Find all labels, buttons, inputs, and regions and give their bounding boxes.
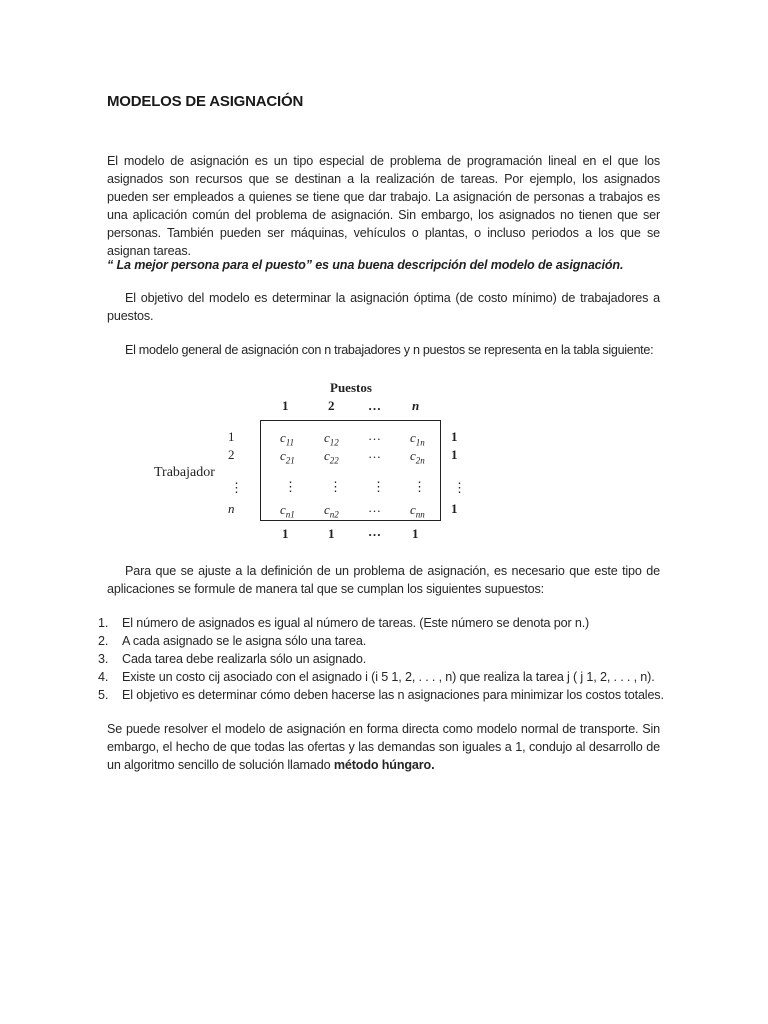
- col-demand: 1: [328, 526, 335, 541]
- quote-line: “ La mejor persona para el puesto” es una buena descripción del modelo de asignación.: [107, 258, 624, 272]
- col-label: 2: [328, 398, 335, 413]
- row-supply: ⋮: [453, 480, 466, 495]
- closing-text: Se puede resolver el modelo de asignación en forma directa como modelo normal de transporte. Sin embargo, el hecho de que todas las ofertas y las demandas son iguales a 1, condujo al desarrollo de un algoritmo sencillo de solución llamado: [107, 722, 660, 772]
- cell-vdots: ⋮: [329, 479, 342, 494]
- document-title: MODELOS DE ASIGNACIÓN: [107, 93, 304, 110]
- cell-cn1: $c_{n1}$: [280, 502, 295, 520]
- cell-dots: …: [368, 500, 381, 515]
- closing-paragraph: [107, 720, 660, 774]
- cell-vdots: ⋮: [284, 479, 297, 494]
- cell-c22: $c_{22}$: [324, 448, 339, 466]
- row-label: 2: [228, 447, 235, 462]
- col-label: n: [412, 398, 420, 413]
- assumptions-list: [98, 614, 673, 704]
- col-demand: 1: [282, 526, 289, 541]
- row-supply: 1: [451, 429, 458, 444]
- cell-dots: …: [368, 428, 381, 443]
- col-demand: …: [368, 524, 381, 539]
- closing-bold-term: método húngaro.: [333, 758, 435, 772]
- col-label: …: [368, 398, 381, 413]
- cell-c12: $c_{12}$: [324, 430, 339, 448]
- assumptions-intro: Para que se ajuste a la definición de un problema de asignación, es necesario que este tipo de aplicaciones se formule de manera tal que se cumplan los siguientes supuestos:: [107, 564, 660, 596]
- list-item: 2. A cada asignado se le asigna sólo una tarea.: [98, 634, 367, 648]
- row-supply: 1: [451, 501, 458, 516]
- cell-cn2: $c_{n2}$: [324, 502, 339, 520]
- cell-vdots: ⋮: [413, 479, 426, 494]
- row-supply: 1: [451, 447, 458, 462]
- intro-paragraph: El modelo de asignación es un tipo especial de problema de programación lineal en el que los asignados son recursos que se destinan a la realización de tareas. Por ejemplo, los asignados pueden ser empleados a quienes se tiene que dar trabajo. La asignación de personas a trabajos es una aplicación común del problema de asignación. Sin embargo, los asignados no tienen que ser personas. También pueden ser máquinas, vehículos o plantas, o incluso periodos a los que se asignan tareas.: [107, 154, 660, 258]
- col-label: 1: [282, 398, 289, 413]
- general-model-paragraph: El modelo general de asignación con n trabajadores y n puestos se representa en la tabla siguiente:: [125, 343, 654, 357]
- list-item: 3. Cada tarea debe realizarla sólo un asignado.: [98, 652, 367, 666]
- col-demand: 1: [412, 526, 419, 541]
- cell-c21: $c_{21}$: [280, 448, 295, 466]
- list-item: 4. Existe un costo cij asociado con el asignado i (i 5 1, 2, . . . , n) que realiza la tarea j ( j 1, 2, . . . , n).: [98, 670, 655, 684]
- cell-c2n: $c_{2n}$: [410, 448, 425, 466]
- objective-paragraph: El objetivo del modelo es determinar la asignación óptima (de costo mínimo) de trabajadores a puestos.: [107, 291, 660, 323]
- row-header: Trabajador: [154, 465, 215, 480]
- row-label: 1: [228, 429, 235, 444]
- assignment-table: [150, 376, 480, 546]
- cell-cnn: $c_{nn}$: [410, 502, 425, 520]
- row-label: n: [228, 501, 235, 516]
- cell-c11: $c_{11}$: [280, 430, 295, 448]
- list-item: 1. El número de asignados es igual al número de tareas. (Este número se denota por n.): [98, 616, 590, 630]
- row-label: ⋮: [230, 480, 243, 495]
- cell-vdots: ⋮: [372, 479, 385, 494]
- cell-c1n: $c_{1n}$: [410, 430, 425, 448]
- col-header: Puestos: [330, 380, 372, 395]
- list-item: 5. El objetivo es determinar cómo deben hacerse las n asignaciones para minimizar los costos totales.: [98, 688, 664, 702]
- cell-dots: …: [368, 446, 381, 461]
